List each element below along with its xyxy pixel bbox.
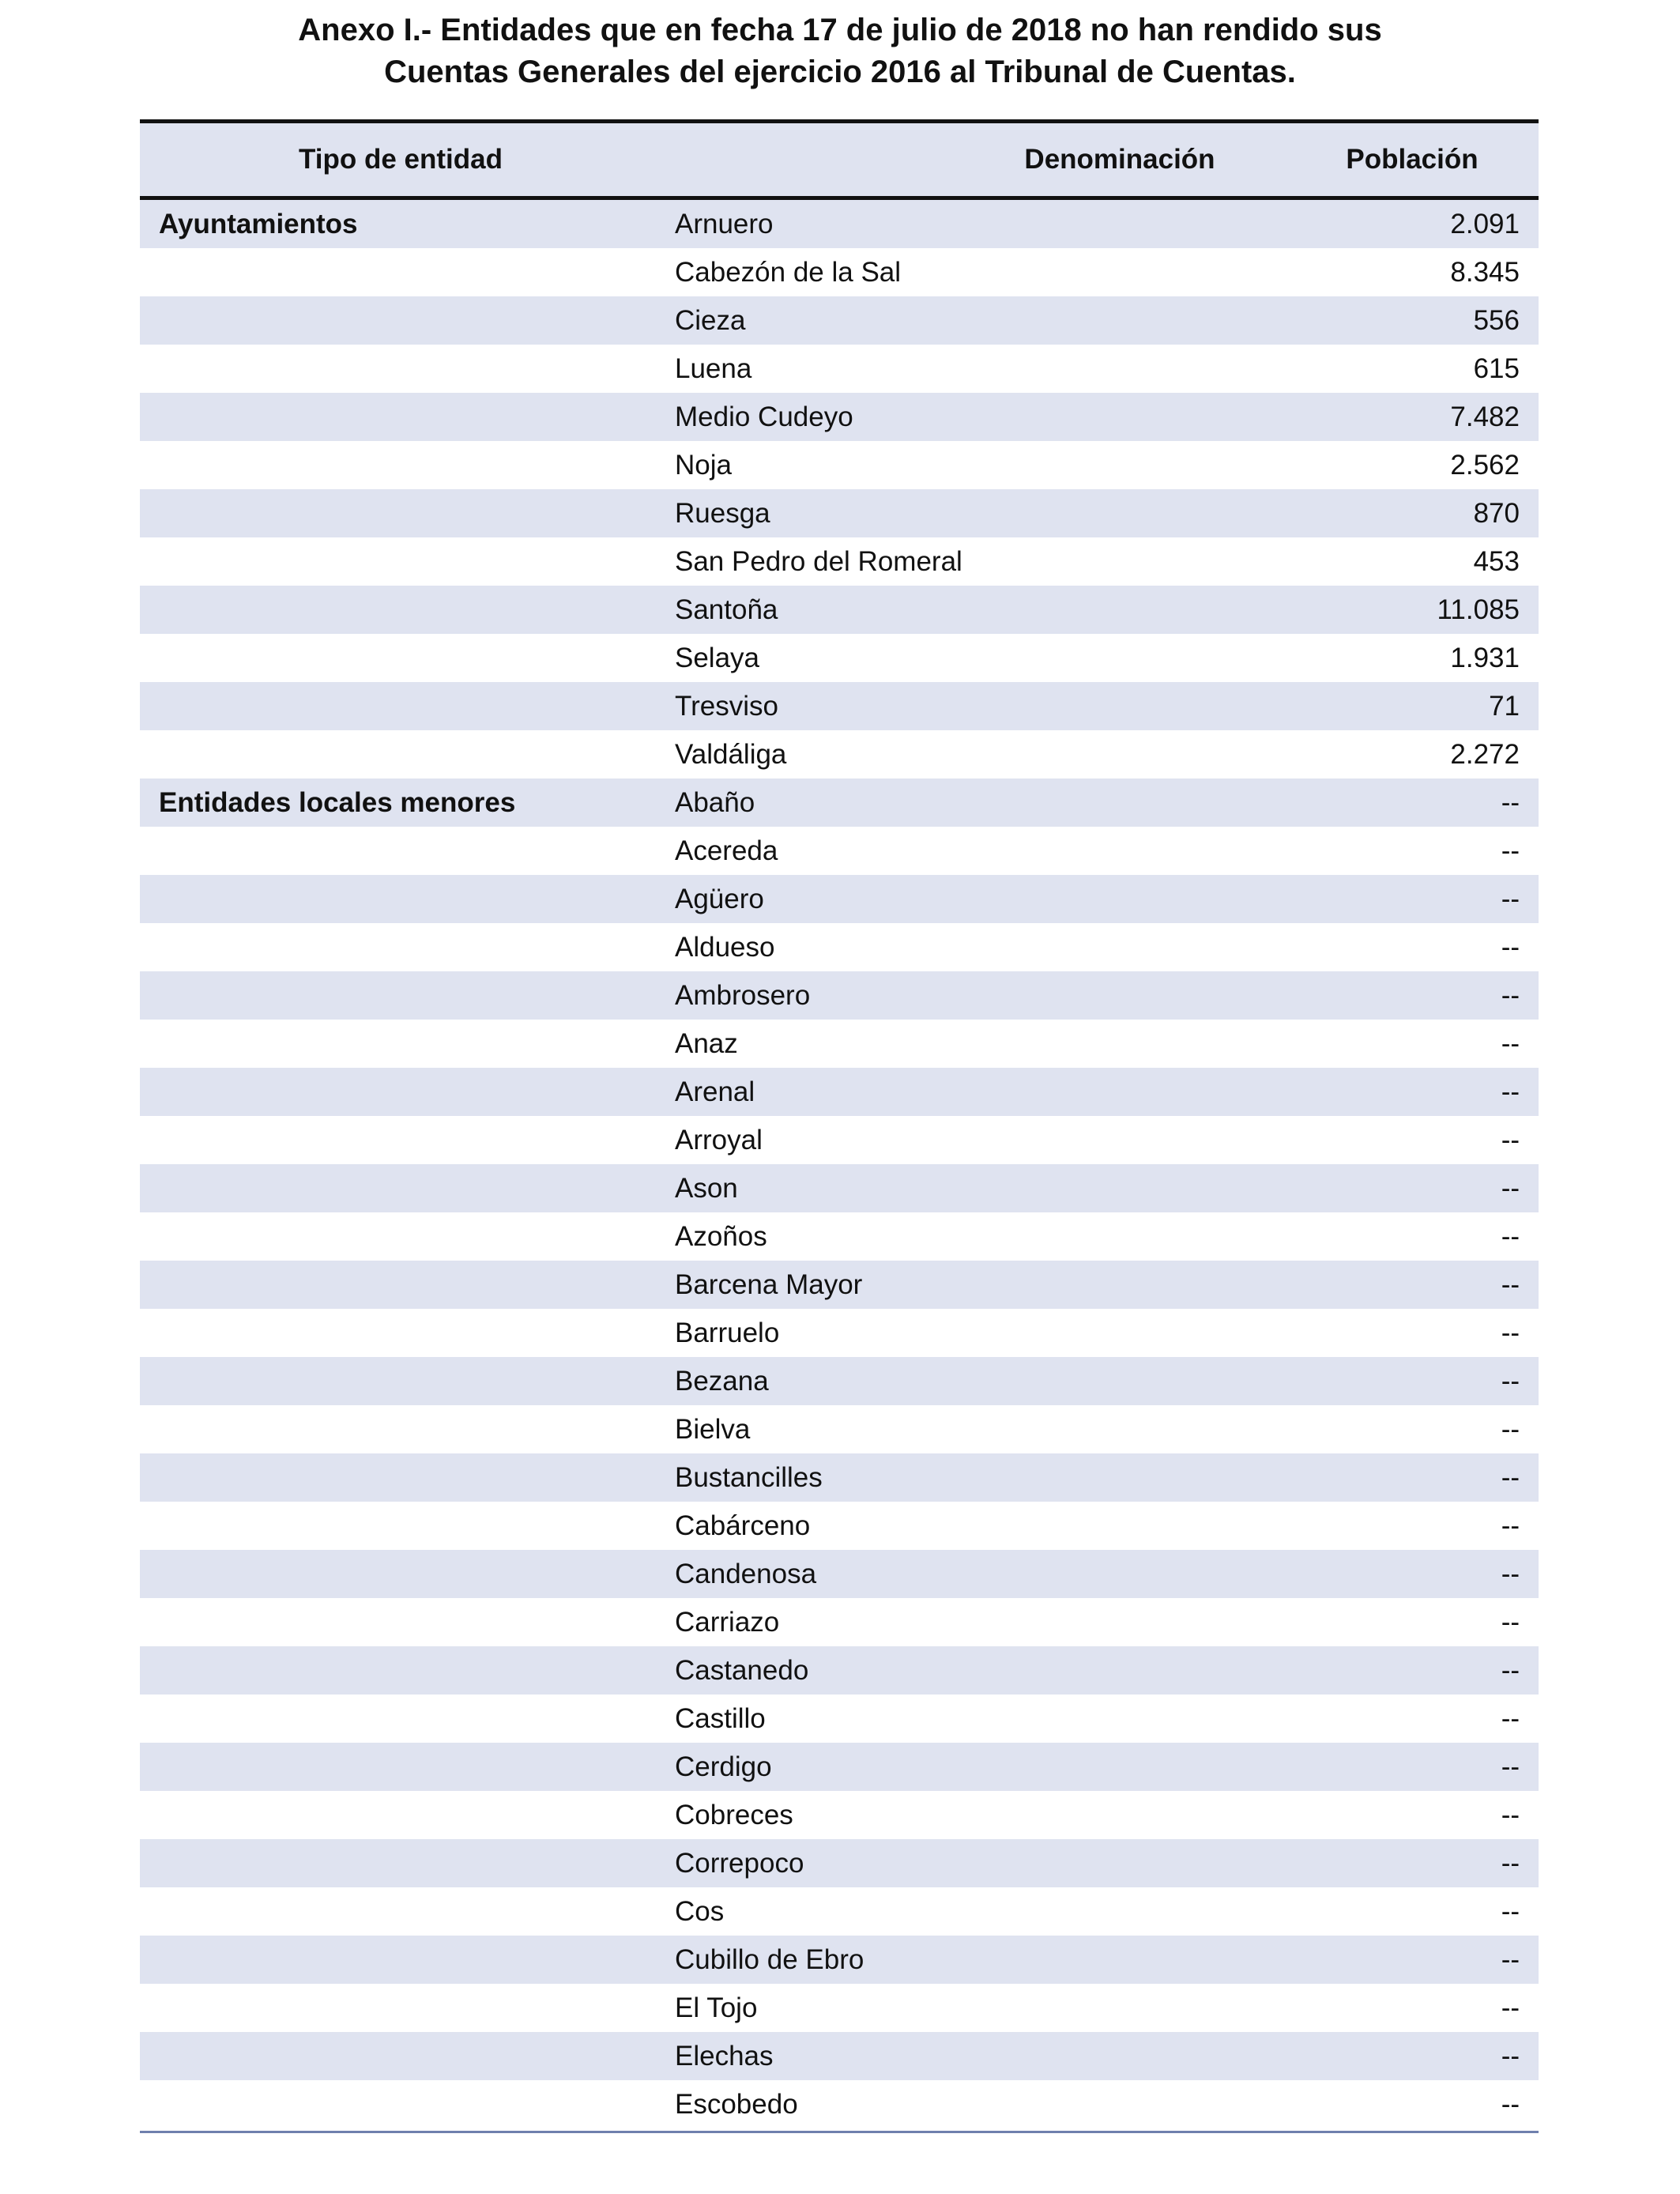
cell-denominacion: Barruelo xyxy=(675,1318,780,1348)
table-row xyxy=(140,1261,1539,1309)
table-header xyxy=(140,119,1539,200)
cell-poblacion: -- xyxy=(1501,1751,1520,1782)
cell-denominacion: Arroyal xyxy=(675,1125,763,1155)
entities-table xyxy=(140,119,1539,2133)
table-row xyxy=(140,1020,1539,1068)
title-line-1: Anexo I.- Entidades que en fecha 17 de julio de 2018 no han rendido sus xyxy=(298,13,1382,47)
cell-poblacion: -- xyxy=(1501,835,1520,866)
table-row xyxy=(140,730,1539,778)
cell-denominacion: Cieza xyxy=(675,305,746,336)
header-denominacion: Denominación xyxy=(1024,144,1215,175)
cell-denominacion: Luena xyxy=(675,353,752,384)
cell-poblacion: -- xyxy=(1501,2089,1520,2120)
cell-denominacion: Arenal xyxy=(675,1076,755,1107)
cell-denominacion: Abaño xyxy=(675,787,755,818)
cell-poblacion: -- xyxy=(1501,1269,1520,1300)
cell-denominacion: Cabárceno xyxy=(675,1510,811,1541)
cell-denominacion: Ruesga xyxy=(675,498,770,529)
table-row xyxy=(140,1164,1539,1212)
cell-denominacion: Bielva xyxy=(675,1414,751,1445)
cell-poblacion: -- xyxy=(1501,1607,1520,1638)
table-row xyxy=(140,971,1539,1020)
table-row xyxy=(140,1839,1539,1887)
cell-denominacion: Cabezón de la Sal xyxy=(675,257,902,288)
cell-poblacion: -- xyxy=(1501,1221,1520,1252)
table-row xyxy=(140,1453,1539,1502)
cell-poblacion: -- xyxy=(1501,1173,1520,1204)
page-title xyxy=(0,9,1680,93)
cell-poblacion: -- xyxy=(1501,1028,1520,1059)
cell-denominacion: Elechas xyxy=(675,2041,774,2071)
cell-poblacion: -- xyxy=(1501,932,1520,963)
cell-poblacion: -- xyxy=(1501,1414,1520,1445)
table-row xyxy=(140,441,1539,489)
table-row xyxy=(140,1936,1539,1984)
table-row xyxy=(140,2080,1539,2128)
cell-denominacion: Medio Cudeyo xyxy=(675,401,853,432)
cell-poblacion: 615 xyxy=(1473,353,1520,384)
table-row xyxy=(140,1550,1539,1598)
cell-denominacion: Tresviso xyxy=(675,691,778,722)
table-row xyxy=(140,1984,1539,2032)
cell-denominacion: Santoña xyxy=(675,594,778,625)
cell-denominacion: Ambrosero xyxy=(675,980,811,1011)
cell-denominacion: Castillo xyxy=(675,1703,766,1734)
table-row xyxy=(140,1887,1539,1936)
cell-poblacion: 8.345 xyxy=(1450,257,1520,288)
cell-denominacion: Cobreces xyxy=(675,1800,793,1830)
table-row xyxy=(140,1646,1539,1695)
cell-poblacion: 2.272 xyxy=(1450,739,1520,770)
cell-poblacion: -- xyxy=(1501,1896,1520,1927)
cell-denominacion: Anaz xyxy=(675,1028,738,1059)
cell-poblacion: 453 xyxy=(1473,546,1520,577)
cell-denominacion: Escobedo xyxy=(675,2089,798,2120)
cell-denominacion: Cerdigo xyxy=(675,1751,772,1782)
cell-poblacion: -- xyxy=(1501,1703,1520,1734)
table-row xyxy=(140,1598,1539,1646)
cell-poblacion: 2.091 xyxy=(1450,209,1520,239)
table-row xyxy=(140,1068,1539,1116)
cell-poblacion: -- xyxy=(1501,1800,1520,1830)
table-row xyxy=(140,1695,1539,1743)
cell-tipo-de-entidad: Entidades locales menores xyxy=(159,787,516,818)
cell-poblacion: -- xyxy=(1501,1848,1520,1879)
cell-poblacion: -- xyxy=(1501,2041,1520,2071)
table-row xyxy=(140,2032,1539,2080)
cell-denominacion: El Tojo xyxy=(675,1992,758,2023)
cell-poblacion: -- xyxy=(1501,1992,1520,2023)
cell-poblacion: -- xyxy=(1501,884,1520,914)
cell-denominacion: Correpoco xyxy=(675,1848,804,1879)
cell-denominacion: Bezana xyxy=(675,1366,769,1397)
table-row xyxy=(140,537,1539,586)
table-row xyxy=(140,1405,1539,1453)
cell-poblacion: 556 xyxy=(1473,305,1520,336)
cell-poblacion: -- xyxy=(1501,1655,1520,1686)
table-body xyxy=(140,200,1539,2128)
cell-denominacion: Valdáliga xyxy=(675,739,787,770)
cell-denominacion: Candenosa xyxy=(675,1559,817,1589)
cell-denominacion: Selaya xyxy=(675,643,760,673)
table-row xyxy=(140,827,1539,875)
cell-denominacion: Agüero xyxy=(675,884,764,914)
cell-poblacion: -- xyxy=(1501,1944,1520,1975)
table-row xyxy=(140,1212,1539,1261)
cell-denominacion: Bustancilles xyxy=(675,1462,823,1493)
table-row xyxy=(140,489,1539,537)
cell-denominacion: Azoños xyxy=(675,1221,767,1252)
header-tipo-de-entidad: Tipo de entidad xyxy=(299,144,503,175)
cell-denominacion: Arnuero xyxy=(675,209,774,239)
cell-poblacion: -- xyxy=(1501,1076,1520,1107)
table-row xyxy=(140,1502,1539,1550)
cell-poblacion: 7.482 xyxy=(1450,401,1520,432)
cell-denominacion: Castanedo xyxy=(675,1655,809,1686)
table-row xyxy=(140,586,1539,634)
table-row xyxy=(140,778,1539,827)
cell-poblacion: 1.931 xyxy=(1450,643,1520,673)
table-row xyxy=(140,875,1539,923)
cell-poblacion: -- xyxy=(1501,787,1520,818)
cell-poblacion: 71 xyxy=(1489,691,1520,722)
cell-tipo-de-entidad: Ayuntamientos xyxy=(159,209,358,239)
cell-poblacion: -- xyxy=(1501,1125,1520,1155)
header-poblacion: Población xyxy=(1346,144,1478,175)
table-row xyxy=(140,393,1539,441)
cell-denominacion: Aldueso xyxy=(675,932,775,963)
cell-denominacion: San Pedro del Romeral xyxy=(675,546,962,577)
cell-denominacion: Cos xyxy=(675,1896,725,1927)
cell-denominacion: Ason xyxy=(675,1173,738,1204)
table-bottom-rule xyxy=(140,2131,1539,2133)
cell-denominacion: Carriazo xyxy=(675,1607,780,1638)
table-row xyxy=(140,682,1539,730)
table-row xyxy=(140,1116,1539,1164)
cell-poblacion: -- xyxy=(1501,1559,1520,1589)
table-row xyxy=(140,1309,1539,1357)
cell-poblacion: -- xyxy=(1501,1366,1520,1397)
title-line-2: Cuentas Generales del ejercicio 2016 al Tribunal de Cuentas. xyxy=(384,55,1296,89)
cell-poblacion: 870 xyxy=(1473,498,1520,529)
table-row xyxy=(140,1791,1539,1839)
cell-poblacion: -- xyxy=(1501,980,1520,1011)
cell-poblacion: -- xyxy=(1501,1462,1520,1493)
cell-denominacion: Acereda xyxy=(675,835,778,866)
cell-denominacion: Cubillo de Ebro xyxy=(675,1944,864,1975)
cell-poblacion: -- xyxy=(1501,1318,1520,1348)
cell-poblacion: -- xyxy=(1501,1510,1520,1541)
table-row xyxy=(140,248,1539,296)
cell-poblacion: 2.562 xyxy=(1450,450,1520,481)
table-row xyxy=(140,1357,1539,1405)
table-row xyxy=(140,923,1539,971)
table-row xyxy=(140,1743,1539,1791)
table-row xyxy=(140,200,1539,248)
cell-poblacion: 11.085 xyxy=(1437,594,1520,625)
cell-denominacion: Noja xyxy=(675,450,732,481)
cell-denominacion: Barcena Mayor xyxy=(675,1269,863,1300)
table-row xyxy=(140,296,1539,345)
table-row xyxy=(140,345,1539,393)
table-row xyxy=(140,634,1539,682)
